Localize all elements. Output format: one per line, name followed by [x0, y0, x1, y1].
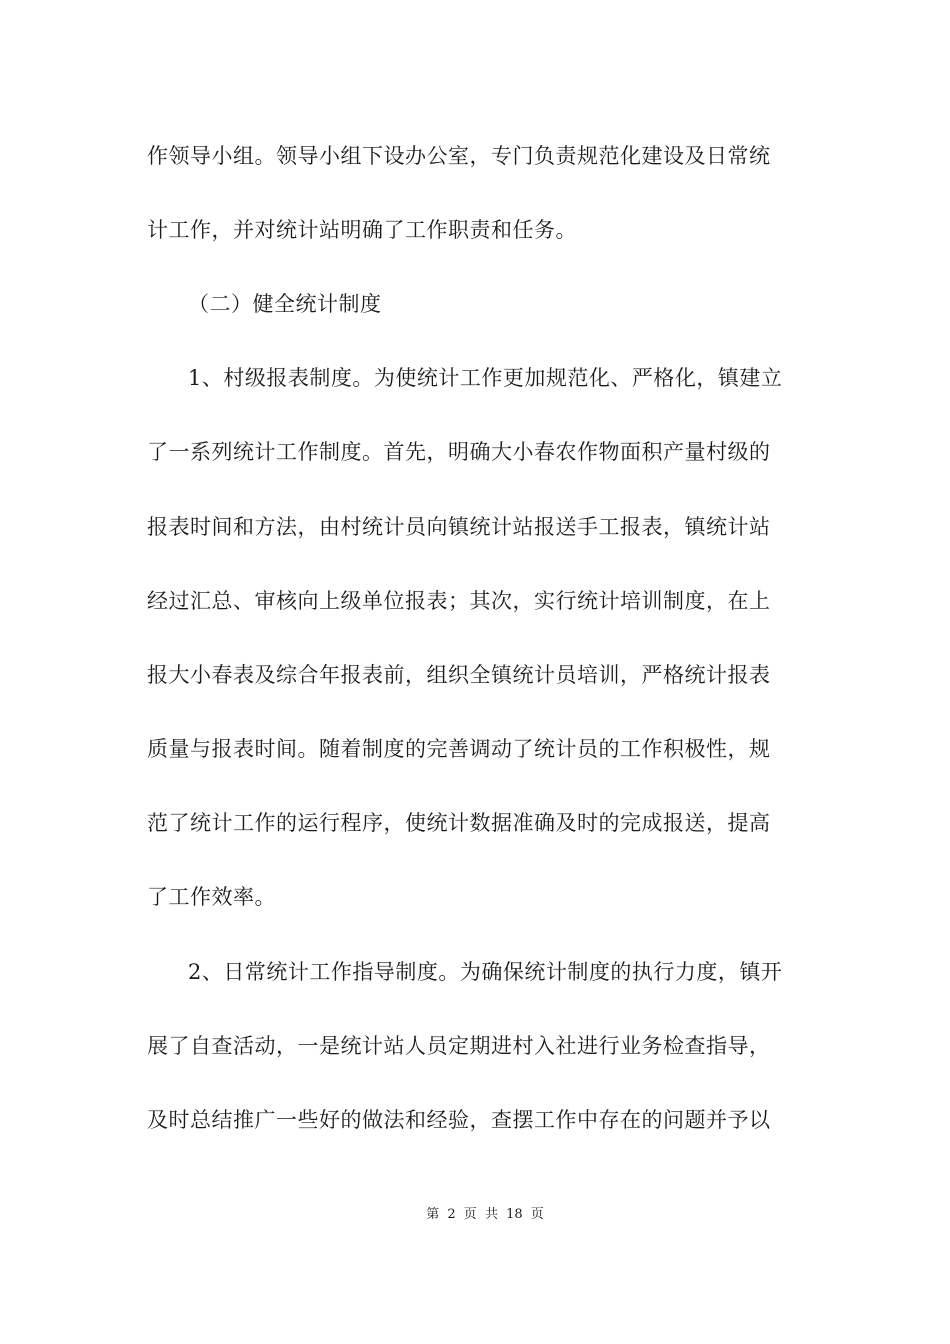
footer-total-word: 共 [484, 1207, 498, 1222]
page-footer [0, 1206, 950, 1224]
section-heading: （二）健全统计制度 [188, 292, 382, 316]
body-text-line: 报表时间和方法，由村统计员向镇统计站报送手工报表，镇统计站 [147, 515, 771, 539]
footer-prefix: 第 [426, 1207, 440, 1222]
body-text-line: 展了自查活动，一是统计站人员定期进村入社进行业务检查指导， [147, 1034, 771, 1058]
body-text-line: 2、日常统计工作指导制度。为确保统计制度的执行力度，镇开 [188, 960, 783, 984]
body-text-line: 计工作，并对统计站明确了工作职责和任务。 [147, 218, 577, 242]
body-text-line: 及时总结推广一些好的做法和经验，查摆工作中存在的问题并予以 [147, 1108, 771, 1132]
body-text-line: 了工作效率。 [147, 885, 276, 909]
footer-total-pages: 18 [506, 1207, 523, 1222]
footer-page-word: 页 [463, 1207, 477, 1222]
body-text-line: 作领导小组。领导小组下设办公室，专门负责规范化建设及日常统 [147, 144, 771, 168]
body-text-line: 经过汇总、审核向上级单位报表；其次，实行统计培训制度，在上 [147, 589, 771, 613]
body-text-line: 范了统计工作的运行程序，使统计数据准确及时的完成报送，提高 [147, 811, 771, 835]
body-text-line: 质量与报表时间。随着制度的完善调动了统计员的工作积极性，规 [147, 737, 771, 761]
footer-suffix: 页 [530, 1207, 544, 1222]
body-text-line: 了一系列统计工作制度。首先，明确大小春农作物面积产量村级的 [147, 440, 771, 464]
body-text-line: 1、村级报表制度。为使统计工作更加规范化、严格化，镇建立 [188, 366, 783, 390]
body-text-line: 报大小春表及综合年报表前，组织全镇统计员培训，严格统计报表 [147, 663, 771, 687]
footer-current-page: 2 [447, 1207, 456, 1222]
